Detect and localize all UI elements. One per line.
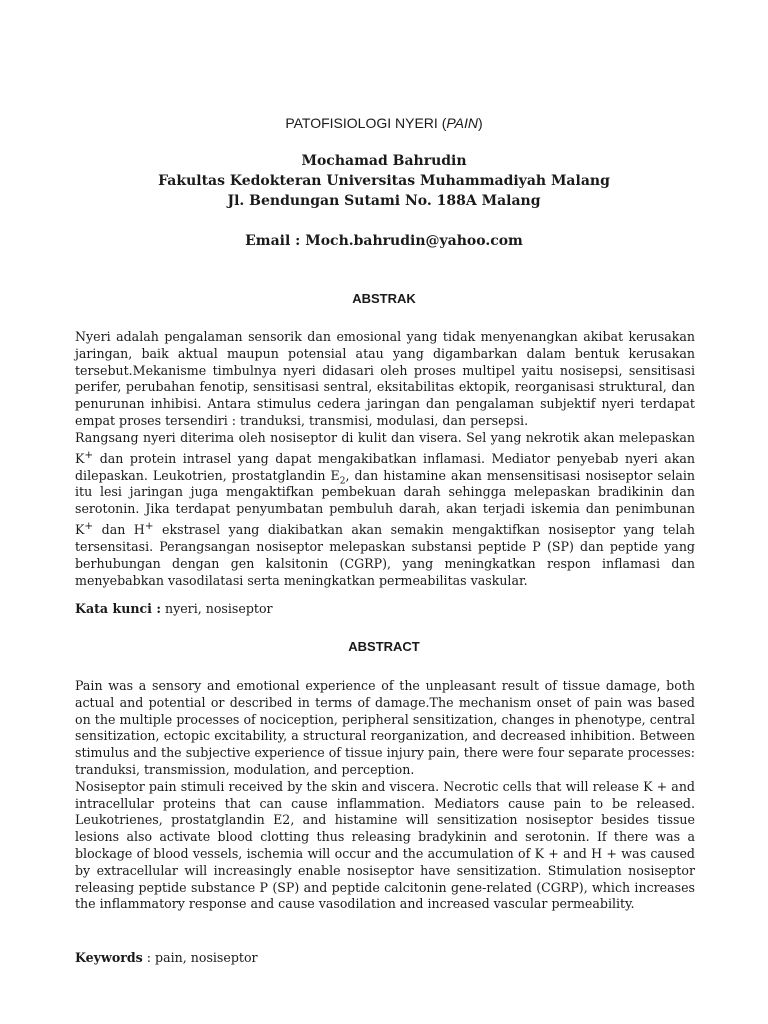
keywords xyxy=(75,949,695,966)
author-name: Mochamad Bahrudin xyxy=(301,153,467,169)
abstract-body xyxy=(75,678,695,913)
e2-subscript: 2 xyxy=(339,476,346,487)
kata-kunci xyxy=(75,600,695,617)
k-plus-superscript: + xyxy=(84,519,94,532)
abstrak-paragraph-2: Rangsang nyeri diterima oleh nosiseptor di kulit dan visera. Sel yang nekrotik akan melepaskan K+ dan protein intrasel yang dapat mengakibatkan inflamasi. Mediator penyebab nyeri akan dilepaskan. Leukotrien, prostatglandin $E_2$, dan histamine akan mensensitisasi nosiseptor selain itu lesi jaringan juga mengaktifkan pembekuan darah sehingga melepaskan bradikinin dan serotonin. Jika terdapat penyumbatan pembuluh darah, akan terjadi iskemia dan penimbunan K+ dan H+ ekstrasel yang diakibatkan akan semakin mengaktifkan nosiseptor yang telah tersensitasi. Perangsangan nosiseptor melepaskan substansi peptide P (SP) dan peptide yang berhubungan dengan gen kalsitonin (CGRP), yang meningkatkan respon inflamasi dan menyebabkan vasodilatasi serta meningkatkan permeabilitas vaskular. xyxy=(75,429,695,588)
abstrak-paragraph-1: Nyeri adalah pengalaman sensorik dan emosional yang tidak menyenangkan akibat kerusakan jaringan, baik aktual maupun potensial atau yang digambarkan dalam bentuk kerusakan tersebut.Mekanisme timbulnya nyeri didasari oleh proses multipel yaitu nosisepsi, sensitisasi perifer, perubahan fenotip, sensitisasi sentral, eksitabilitas ektopik, reorganisasi struktural, dan penurunan inhibisi. Antara stimulus cedera jaringan dan pengalaman subjektif nyeri terdapat empat proses tersendiri : tranduksi, transmisi, modulasi, dan persepsi. xyxy=(75,329,695,428)
author-email: Email : Moch.bahrudin@yahoo.com xyxy=(245,233,523,249)
keywords-value: : pain, nosiseptor xyxy=(142,950,258,965)
kata-kunci-label: Kata kunci : xyxy=(75,601,161,616)
author-block xyxy=(0,151,768,211)
paper-title xyxy=(0,114,768,132)
author-affiliation: Fakultas Kedokteran Universitas Muhammadiyah Malang xyxy=(158,173,610,189)
keywords-label: Keywords xyxy=(75,950,143,965)
k-plus-superscript: + xyxy=(84,448,94,461)
abstrak-body xyxy=(75,329,695,589)
abstract-paragraph-1: Pain was a sensory and emotional experience of the unpleasant result of tissue damage, both actual and potential or described in terms of damage.The mechanism onset of pain was based on the multiple processes of nociception, peripheral sensitization, changes in phenotype, central sensitization, ectopic excitability, a structural reorganization, and decreased inhibition. Between stimulus and the subjective experience of tissue injury pain, there were four separate processes: tranduksi, transmission, modulation, and perception. xyxy=(75,678,695,777)
kata-kunci-value: nyeri, nosiseptor xyxy=(161,601,273,616)
abstrak-heading: ABSTRAK xyxy=(352,291,416,306)
abstract-paragraph-2: Nosiseptor pain stimuli received by the skin and viscera. Necrotic cells that will release K + and intracellular proteins that can cause inflammation. Mediators cause pain to be released. Leukotrienes, prostatglandin E2, and histamine will sensitization nosiseptor besides tissue lesions also activate blood clotting thus releasing bradykinin and serotonin. If there was a blockage of blood vessels, ischemia will occur and the accumulation of K + and H + was caused by extracellular will increasingly enable nosiseptor have sensitization. Stimulation nosiseptor releasing peptide substance P (SP) and peptide calcitonin gene-related (CGRP), which increases the inflammatory response and cause vasodilation and increased vascular permeability. xyxy=(75,778,695,912)
h-plus-superscript: + xyxy=(144,519,154,532)
author-address: Jl. Bendungan Sutami No. 188A Malang xyxy=(227,193,541,209)
title-prefix: PATOFISIOLOGI NYERI ( xyxy=(285,115,447,131)
title-italic: PAIN xyxy=(446,115,478,131)
abstract-heading: ABSTRACT xyxy=(348,639,420,654)
title-suffix: ) xyxy=(478,115,483,131)
